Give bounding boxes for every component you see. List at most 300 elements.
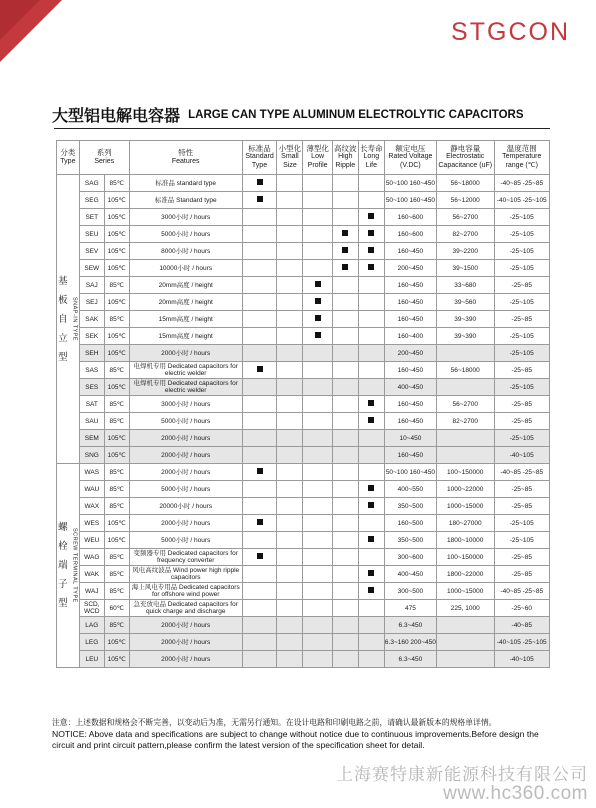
type-group-cn-label: 螺 栓 端 子 型	[58, 522, 68, 609]
header-standard: 标准品 Standard Type	[242, 141, 277, 175]
capacitance-range: 1800~22000	[436, 566, 494, 583]
mark-std	[242, 226, 277, 243]
table-row	[57, 328, 550, 345]
mark-ripple	[332, 379, 358, 396]
feature-text: 3000小时 / hours	[129, 396, 242, 413]
mark-life	[358, 515, 384, 532]
temperature-range: -25~60	[494, 600, 550, 617]
temperature-range: -25~85	[494, 362, 550, 379]
title-divider	[54, 128, 550, 129]
mark-small	[277, 260, 303, 277]
mark-ripple	[332, 549, 358, 566]
mark-std	[242, 549, 277, 566]
mark-ripple	[332, 277, 358, 294]
mark-life	[358, 549, 384, 566]
temperature-range: -25~105	[494, 515, 550, 532]
mark-std	[242, 515, 277, 532]
mark-life	[358, 498, 384, 515]
temperature-range: -25~105	[494, 328, 550, 345]
series-code: SCD, WCD	[79, 600, 104, 617]
rated-temperature: 85℃	[104, 311, 129, 328]
mark-std	[242, 328, 277, 345]
filled-square-icon	[368, 570, 374, 576]
feature-text: 5000小时 / hours	[129, 226, 242, 243]
rated-temperature: 85℃	[104, 583, 129, 600]
series-code: WAJ	[79, 583, 104, 600]
mark-std	[242, 243, 277, 260]
mark-ripple	[332, 566, 358, 583]
mark-ripple	[332, 498, 358, 515]
table-row	[57, 498, 550, 515]
temperature-range: -40~85	[494, 617, 550, 634]
mark-std	[242, 600, 277, 617]
series-code: LAG	[79, 617, 104, 634]
temperature-range: -25~105	[494, 294, 550, 311]
mark-small	[277, 362, 303, 379]
mark-std	[242, 192, 277, 209]
header-type: 分类 Type	[57, 141, 80, 175]
capacitance-range: 82~2700	[436, 413, 494, 430]
table-row	[57, 651, 550, 668]
rated-voltage: 200~450	[384, 260, 436, 277]
temperature-range: -40~85 -25~85	[494, 583, 550, 600]
mark-life	[358, 464, 384, 481]
rated-voltage: 300~600	[384, 549, 436, 566]
rated-voltage: 6.3~450	[384, 651, 436, 668]
rated-temperature: 85℃	[104, 549, 129, 566]
temperature-range: -25~85	[494, 549, 550, 566]
mark-std	[242, 583, 277, 600]
feature-text: 5000小时 / hours	[129, 413, 242, 430]
mark-low	[303, 311, 332, 328]
mark-life	[358, 328, 384, 345]
mark-low	[303, 328, 332, 345]
capacitance-range: 1000~22000	[436, 481, 494, 498]
header-capacitance: 静电容量 Electrostatic Capacitance (uF)	[436, 141, 494, 175]
capacitance-range	[436, 430, 494, 447]
header-small: 小型化 Small Size	[277, 141, 303, 175]
capacitance-range: 56~2700	[436, 396, 494, 413]
mark-small	[277, 617, 303, 634]
series-code: WAS	[79, 464, 104, 481]
series-code: SAJ	[79, 277, 104, 294]
series-code: WAK	[79, 566, 104, 583]
page-title	[52, 103, 552, 125]
watermark-company: 上海赛特康新能源科技有限公司	[336, 765, 588, 785]
filled-square-icon	[315, 332, 321, 338]
type-group-screw	[57, 464, 80, 668]
mark-low	[303, 481, 332, 498]
table-row	[57, 277, 550, 294]
mark-ripple	[332, 226, 358, 243]
mark-low	[303, 362, 332, 379]
capacitance-range: 56~18000	[436, 175, 494, 192]
mark-life	[358, 362, 384, 379]
filled-square-icon	[257, 553, 263, 559]
feature-text: 2000小时 / hours	[129, 651, 242, 668]
capacitance-range: 100~150000	[436, 549, 494, 566]
feature-text: 2000小时 / hours	[129, 634, 242, 651]
header-series: 系列 Series	[79, 141, 129, 175]
rated-temperature: 85℃	[104, 413, 129, 430]
rated-voltage: 50~100 160~450	[384, 192, 436, 209]
table-row	[57, 209, 550, 226]
mark-small	[277, 583, 303, 600]
mark-std	[242, 311, 277, 328]
mark-std	[242, 447, 277, 464]
feature-text: 2000小时 / hours	[129, 345, 242, 362]
mark-life	[358, 600, 384, 617]
mark-small	[277, 447, 303, 464]
mark-std	[242, 260, 277, 277]
feature-text: 2000小时 / hours	[129, 430, 242, 447]
capacitance-range: 225, 1000	[436, 600, 494, 617]
mark-std	[242, 413, 277, 430]
mark-low	[303, 430, 332, 447]
series-code: SEV	[79, 243, 104, 260]
mark-life	[358, 396, 384, 413]
corner-decoration	[0, 0, 62, 62]
table-row	[57, 515, 550, 532]
mark-small	[277, 175, 303, 192]
title-cn: 大型铝电解电容器	[52, 106, 181, 125]
filled-square-icon	[342, 247, 348, 253]
series-code: WAG	[79, 549, 104, 566]
title-en: LARGE CAN TYPE ALUMINUM ELECTROLYTIC CAPACITORS	[188, 108, 524, 121]
rated-voltage: 10~450	[384, 430, 436, 447]
mark-low	[303, 379, 332, 396]
rated-temperature: 105℃	[104, 345, 129, 362]
header-life: 长寿命 Long Life	[358, 141, 384, 175]
rated-voltage: 160~600	[384, 209, 436, 226]
mark-low	[303, 617, 332, 634]
temperature-range: -25~105	[494, 379, 550, 396]
mark-small	[277, 651, 303, 668]
table-row	[57, 430, 550, 447]
capacitance-range	[436, 345, 494, 362]
table-row	[57, 396, 550, 413]
mark-small	[277, 396, 303, 413]
capacitance-range: 39~390	[436, 328, 494, 345]
series-code: SEG	[79, 192, 104, 209]
mark-life	[358, 430, 384, 447]
rated-temperature: 85℃	[104, 464, 129, 481]
mark-ripple	[332, 651, 358, 668]
temperature-range: -25~85	[494, 396, 550, 413]
filled-square-icon	[315, 298, 321, 304]
capacitance-range: 56~12000	[436, 192, 494, 209]
filled-square-icon	[368, 230, 374, 236]
feature-text: 海上风电专用品 Dedicated capacitors for offshore wind power	[129, 583, 242, 600]
temperature-range: -40~105 -25~105	[494, 192, 550, 209]
mark-low	[303, 447, 332, 464]
mark-life	[358, 583, 384, 600]
mark-ripple	[332, 634, 358, 651]
table-row	[57, 175, 550, 192]
series-code: SAK	[79, 311, 104, 328]
mark-ripple	[332, 294, 358, 311]
mark-low	[303, 464, 332, 481]
mark-low	[303, 277, 332, 294]
mark-ripple	[332, 515, 358, 532]
rated-temperature: 105℃	[104, 328, 129, 345]
series-code: WAX	[79, 498, 104, 515]
capacitance-range: 39~560	[436, 294, 494, 311]
series-code: SEK	[79, 328, 104, 345]
temperature-range: -25~85	[494, 277, 550, 294]
rated-temperature: 105℃	[104, 379, 129, 396]
mark-small	[277, 277, 303, 294]
table-row	[57, 583, 550, 600]
series-code: WEU	[79, 532, 104, 549]
table-row	[57, 294, 550, 311]
mark-life	[358, 379, 384, 396]
table-row	[57, 600, 550, 617]
rated-temperature: 105℃	[104, 226, 129, 243]
rated-voltage: 160~450	[384, 362, 436, 379]
filled-square-icon	[368, 502, 374, 508]
header-features: 特性 Features	[129, 141, 242, 175]
rated-temperature: 85℃	[104, 396, 129, 413]
mark-small	[277, 345, 303, 362]
table-row	[57, 481, 550, 498]
mark-low	[303, 396, 332, 413]
mark-ripple	[332, 243, 358, 260]
mark-small	[277, 328, 303, 345]
rated-temperature: 85℃	[104, 277, 129, 294]
mark-low	[303, 260, 332, 277]
mark-std	[242, 175, 277, 192]
watermark-url: www.hc360.com	[443, 783, 588, 804]
table-row	[57, 362, 550, 379]
rated-voltage: 350~500	[384, 532, 436, 549]
capacitance-range	[436, 447, 494, 464]
capacitance-range: 1800~10000	[436, 532, 494, 549]
mark-small	[277, 294, 303, 311]
mark-life	[358, 192, 384, 209]
filled-square-icon	[368, 587, 374, 593]
mark-small	[277, 243, 303, 260]
spec-table	[56, 140, 550, 668]
filled-square-icon	[257, 179, 263, 185]
mark-small	[277, 481, 303, 498]
series-code: SAT	[79, 396, 104, 413]
type-group-snapin	[57, 175, 80, 464]
mark-life	[358, 209, 384, 226]
table-row	[57, 617, 550, 634]
mark-low	[303, 226, 332, 243]
filled-square-icon	[368, 400, 374, 406]
rated-voltage: 160~450	[384, 294, 436, 311]
filled-square-icon	[257, 519, 263, 525]
filled-square-icon	[257, 196, 263, 202]
rated-voltage: 160~400	[384, 328, 436, 345]
feature-text: 标准品 Standard type	[129, 192, 242, 209]
temperature-range: -25~85	[494, 566, 550, 583]
filled-square-icon	[368, 213, 374, 219]
mark-life	[358, 260, 384, 277]
mark-low	[303, 209, 332, 226]
series-code: SEU	[79, 226, 104, 243]
rated-temperature: 105℃	[104, 515, 129, 532]
filled-square-icon	[368, 485, 374, 491]
feature-text: 3000小时 / hours	[129, 209, 242, 226]
temperature-range: -40~105	[494, 651, 550, 668]
header-ripple: 高纹波 High Ripple	[332, 141, 358, 175]
rated-temperature: 105℃	[104, 192, 129, 209]
feature-text: 15mm高度 / height	[129, 328, 242, 345]
table-row	[57, 464, 550, 481]
mark-ripple	[332, 311, 358, 328]
rated-temperature: 105℃	[104, 532, 129, 549]
series-code: LEU	[79, 651, 104, 668]
table-row	[57, 311, 550, 328]
mark-std	[242, 277, 277, 294]
capacitance-range: 39~2200	[436, 243, 494, 260]
rated-voltage: 6.3~450	[384, 617, 436, 634]
mark-std	[242, 379, 277, 396]
mark-ripple	[332, 260, 358, 277]
rated-temperature: 85℃	[104, 566, 129, 583]
filled-square-icon	[342, 264, 348, 270]
temperature-range: -40~105	[494, 447, 550, 464]
mark-ripple	[332, 413, 358, 430]
capacitance-range	[436, 617, 494, 634]
mark-std	[242, 362, 277, 379]
mark-low	[303, 345, 332, 362]
mark-std	[242, 345, 277, 362]
feature-text: 8000小时 / hours	[129, 243, 242, 260]
mark-life	[358, 634, 384, 651]
series-code: WAU	[79, 481, 104, 498]
mark-std	[242, 294, 277, 311]
feature-text: 急充放电品 Dedicated capacitors for quick charge and discharge	[129, 600, 242, 617]
rated-voltage: 475	[384, 600, 436, 617]
feature-text: 2000小时 / hours	[129, 447, 242, 464]
rated-voltage: 160~500	[384, 515, 436, 532]
capacitance-range: 82~2700	[436, 226, 494, 243]
mark-ripple	[332, 209, 358, 226]
mark-ripple	[332, 617, 358, 634]
type-group-en-label: SNAP-IN TYPE	[71, 296, 78, 342]
mark-ripple	[332, 396, 358, 413]
filled-square-icon	[368, 264, 374, 270]
mark-small	[277, 600, 303, 617]
mark-ripple	[332, 583, 358, 600]
mark-std	[242, 481, 277, 498]
mark-low	[303, 532, 332, 549]
temperature-range: -25~105	[494, 243, 550, 260]
mark-low	[303, 413, 332, 430]
mark-ripple	[332, 600, 358, 617]
capacitance-range: 1000~15000	[436, 498, 494, 515]
series-code: SET	[79, 209, 104, 226]
series-code: WES	[79, 515, 104, 532]
mark-life	[358, 651, 384, 668]
rated-voltage: 200~450	[384, 345, 436, 362]
capacitance-range: 100~150000	[436, 464, 494, 481]
header-low: 薄型化 Low Profile	[303, 141, 332, 175]
filled-square-icon	[315, 281, 321, 287]
rated-temperature: 85℃	[104, 481, 129, 498]
filled-square-icon	[368, 417, 374, 423]
header-voltage: 额定电压 Rated Voltage (V.DC)	[384, 141, 436, 175]
capacitance-range: 56~2700	[436, 209, 494, 226]
temperature-range: -25~85	[494, 311, 550, 328]
temperature-range: -40~105 -25~105	[494, 634, 550, 651]
mark-ripple	[332, 345, 358, 362]
mark-small	[277, 634, 303, 651]
mark-ripple	[332, 481, 358, 498]
table-row	[57, 345, 550, 362]
mark-low	[303, 583, 332, 600]
mark-small	[277, 311, 303, 328]
filled-square-icon	[342, 230, 348, 236]
mark-life	[358, 532, 384, 549]
mark-small	[277, 226, 303, 243]
capacitance-range: 1000~15000	[436, 583, 494, 600]
rated-voltage: 160~600	[384, 226, 436, 243]
feature-text: 20mm高度 / height	[129, 294, 242, 311]
mark-life	[358, 277, 384, 294]
rated-voltage: 400~450	[384, 566, 436, 583]
mark-small	[277, 532, 303, 549]
feature-text: 5000小时 / hours	[129, 532, 242, 549]
feature-text: 标准品 standard type	[129, 175, 242, 192]
mark-std	[242, 396, 277, 413]
filled-square-icon	[315, 315, 321, 321]
temperature-range: -25~105	[494, 226, 550, 243]
mark-std	[242, 209, 277, 226]
mark-low	[303, 243, 332, 260]
mark-std	[242, 430, 277, 447]
mark-life	[358, 413, 384, 430]
filled-square-icon	[257, 468, 263, 474]
mark-low	[303, 515, 332, 532]
feature-text: 15mm高度 / height	[129, 311, 242, 328]
mark-std	[242, 498, 277, 515]
rated-temperature: 60℃	[104, 600, 129, 617]
mark-low	[303, 651, 332, 668]
header-row	[57, 141, 550, 175]
mark-life	[358, 447, 384, 464]
rated-voltage: 160~450	[384, 277, 436, 294]
mark-ripple	[332, 447, 358, 464]
series-code: SEH	[79, 345, 104, 362]
notice-cn: 注意：上述数据和规格会不断完善，以变动后为准，无需另行通知。在设计电路和印刷电路之前，请确认最新版本的规格单详情。	[52, 718, 497, 727]
feature-text: 20000小时 / hours	[129, 498, 242, 515]
rated-voltage: 160~450	[384, 396, 436, 413]
capacitance-range: 39~1500	[436, 260, 494, 277]
feature-text: 10000小时 / hours	[129, 260, 242, 277]
mark-life	[358, 617, 384, 634]
mark-ripple	[332, 328, 358, 345]
notice-en: NOTICE: Above data and specifications are subject to change without notice due to continuous improvements.Before design the circuit and print circuit pattern,please confirm the latest version of the specification sheet for detail.	[52, 729, 539, 750]
mark-small	[277, 379, 303, 396]
mark-small	[277, 413, 303, 430]
rated-voltage: 160~450	[384, 243, 436, 260]
table-row	[57, 192, 550, 209]
temperature-range: -25~85	[494, 498, 550, 515]
mark-small	[277, 430, 303, 447]
rated-temperature: 105℃	[104, 447, 129, 464]
rated-voltage: 50~100 160~450	[384, 464, 436, 481]
mark-low	[303, 294, 332, 311]
table-row	[57, 413, 550, 430]
mark-life	[358, 311, 384, 328]
filled-square-icon	[368, 247, 374, 253]
feature-text: 电焊机专用 Dedicated capacitors for electric welder	[129, 379, 242, 396]
